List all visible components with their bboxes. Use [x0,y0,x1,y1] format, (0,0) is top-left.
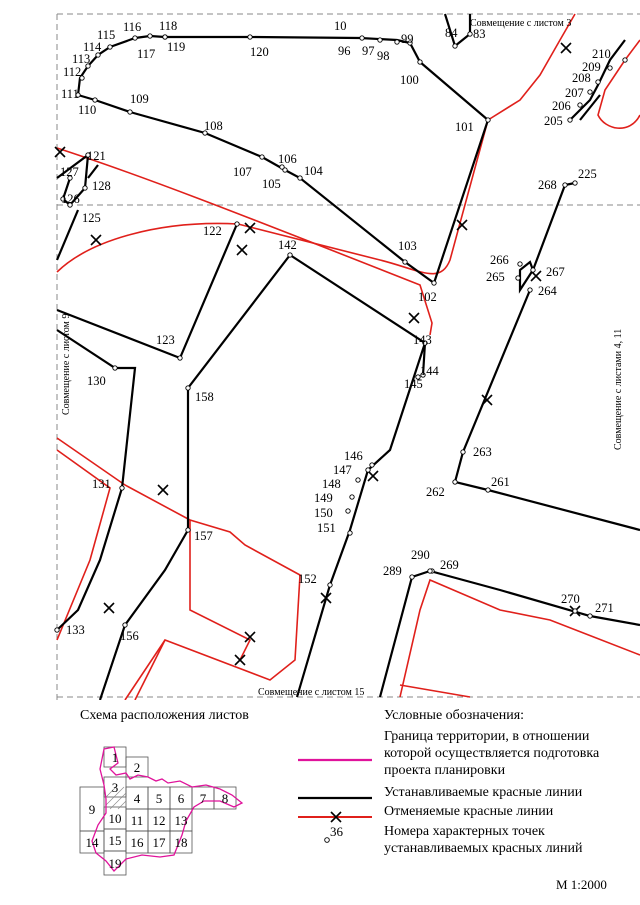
point-marker [260,155,264,159]
point-label: 109 [130,92,149,106]
point-label: 110 [78,103,97,117]
legend-area [0,700,640,905]
point-label: 271 [595,601,614,615]
point-label: 111 [61,87,79,101]
point-label: 157 [194,529,213,543]
point-label: 119 [167,40,186,54]
point-label: 105 [262,177,281,191]
point-marker [356,478,360,482]
point-marker [108,45,112,49]
sheet-layout-schema [70,745,250,895]
point-marker [403,260,407,264]
point-label: 107 [233,165,252,179]
point-marker [516,276,520,280]
schema-sheet-label: 17 [152,835,166,850]
point-label: 125 [82,211,101,225]
schema-sheet-label: 6 [177,791,185,806]
schema-title: Схема расположения листов [80,708,249,723]
point-label: 10 [334,19,347,33]
point-label: 128 [92,179,111,193]
point-label: 209 [582,60,601,74]
point-marker [83,186,87,190]
point-label: 143 [413,333,432,347]
point-label: 83 [473,27,486,41]
point-label: 101 [455,120,474,134]
point-label: 270 [561,592,580,606]
point-marker [428,569,432,573]
point-marker [568,118,572,122]
point-label: 114 [83,40,102,54]
point-marker [360,36,364,40]
point-label: 149 [314,491,333,505]
point-label: 207 [565,86,584,100]
point-marker [563,183,567,187]
point-label: 112 [63,65,82,79]
point-marker [186,386,190,390]
point-marker [346,509,350,513]
point-label: 108 [204,119,223,133]
point-label: 145 [404,377,423,391]
cancel-crosses [55,43,580,665]
point-label: 103 [398,239,417,253]
point-marker [148,34,152,38]
point-label: 265 [486,270,505,284]
point-marker [348,531,352,535]
schema-sheet-label: 2 [133,760,141,775]
point-label: 130 [87,374,106,388]
legend-title: Условные обозначения: [384,708,525,723]
point-marker [163,35,167,39]
point-label: 269 [440,558,459,572]
schema-sheet-label: 18 [174,835,188,850]
point-label: 120 [250,45,269,59]
point-label: 126 [61,192,80,206]
schema-sheet-label: 9 [88,802,96,817]
point-marker [93,98,97,102]
point-marker [186,528,190,532]
point-label: 142 [278,238,297,252]
point-marker [378,38,382,42]
point-label: 290 [411,548,430,562]
point-marker [518,262,522,266]
point-label: 151 [317,521,336,535]
point-marker [395,40,399,44]
point-marker [573,181,577,185]
point-label: 102 [418,290,437,304]
point-label: 206 [552,99,571,113]
schema-sheet-label: 4 [133,791,141,806]
point-label: 123 [156,333,175,347]
point-label: 144 [420,364,439,378]
point-marker [588,614,592,618]
point-label: 156 [120,629,139,643]
edge-label-top: Совмещение с листом 3 [470,18,572,29]
point-marker [461,450,465,454]
point-label: 97 [362,44,375,58]
point-marker [123,623,127,627]
point-label: 208 [572,71,591,85]
point-marker [531,268,535,272]
point-marker [350,495,354,499]
legend-symbols [290,730,380,870]
legend-item-point-number: Номера характерных точек устанавливаемых красных линий [384,824,583,856]
point-label: 266 [490,253,509,267]
point-marker [486,488,490,492]
edge-label-left: Совмещение с листом 9 [61,313,72,415]
point-marker [410,575,414,579]
point-marker [623,58,627,62]
point-label: 100 [400,73,419,87]
point-label: 99 [401,32,414,46]
point-label: 122 [203,224,222,238]
point-marker [120,486,124,490]
point-label: 118 [159,19,178,33]
scale-label: М 1:2000 [556,877,607,892]
point-marker [128,110,132,114]
point-label: 261 [491,475,510,489]
point-marker [573,609,577,613]
point-marker [588,90,592,94]
point-label: 98 [377,49,390,63]
schema-sheet-label: 12 [152,813,166,828]
point-label: 84 [445,26,458,40]
point-marker [113,366,117,370]
point-label: 205 [544,114,563,128]
point-label: 264 [538,284,557,298]
legend-item-territory: Граница территории, в отношении которой осуществляется подготовка проекта планировки [384,729,600,778]
point-marker [366,468,370,472]
point-marker [596,80,600,84]
point-marker [248,35,252,39]
point-marker [235,222,239,226]
point-label: 150 [314,506,333,520]
point-label: 263 [473,445,492,459]
point-marker [528,288,532,292]
point-label: 210 [592,47,611,61]
schema-sheet-label: 13 [174,813,188,828]
point-marker [486,118,490,122]
schema-sheet-label: 10 [108,811,122,826]
point-marker [133,36,137,40]
point-marker [55,628,59,632]
schema-sheet-label: 14 [85,835,99,850]
point-label: 104 [304,164,323,178]
edge-label-bottom: Совмещение с листом 15 [258,687,365,698]
point-label: 225 [578,167,597,181]
point-label: 127 [60,165,79,179]
point-label: 262 [426,485,445,499]
point-symbol-sample: 36 [330,824,343,839]
schema-sheet-label: 8 [221,791,229,806]
point-marker [418,60,422,64]
point-marker [298,176,302,180]
point-marker [328,583,332,587]
characteristic-points [55,19,627,643]
point-label: 121 [87,149,106,163]
legend-item-established: Устанавливаемые красные линии [384,785,583,800]
point-label: 131 [92,477,111,491]
point-label: 158 [195,390,214,404]
point-label: 146 [344,449,363,463]
point-marker [578,103,582,107]
schema-sheet-label: 11 [130,813,144,828]
point-label: 147 [333,463,352,477]
point-marker [468,32,472,36]
point-label: 116 [123,20,142,34]
schema-sheet-label: 15 [108,833,122,848]
point-label: 115 [97,28,116,42]
point-marker [608,66,612,70]
schema-sheet-label: 19 [108,856,122,871]
point-marker [432,281,436,285]
point-label: 267 [546,265,565,279]
point-label: 113 [72,52,91,66]
point-marker [288,253,292,257]
schema-sheet-label: 7 [199,791,207,806]
point-marker [453,44,457,48]
schema-sheet-label: 5 [155,791,163,806]
point-label: 96 [338,44,351,58]
legend-item-cancelled: Отменяемые красные линии [384,804,554,819]
point-label: 289 [383,564,402,578]
edge-label-right: Совмещение с листами 4, 11 [613,328,624,450]
point-label: 268 [538,178,557,192]
point-marker [178,356,182,360]
schema-sheet-label: 3 [111,780,119,795]
point-label: 117 [137,47,156,61]
point-marker [453,480,457,484]
schema-sheet-label: 1 [111,750,119,765]
point-label: 106 [278,152,297,166]
point-label: 148 [322,477,341,491]
schema-sheet-label: 16 [130,835,144,850]
point-label: 152 [298,572,317,586]
point-label: 133 [66,623,85,637]
point-marker [370,463,374,467]
point-symbol [325,838,330,843]
